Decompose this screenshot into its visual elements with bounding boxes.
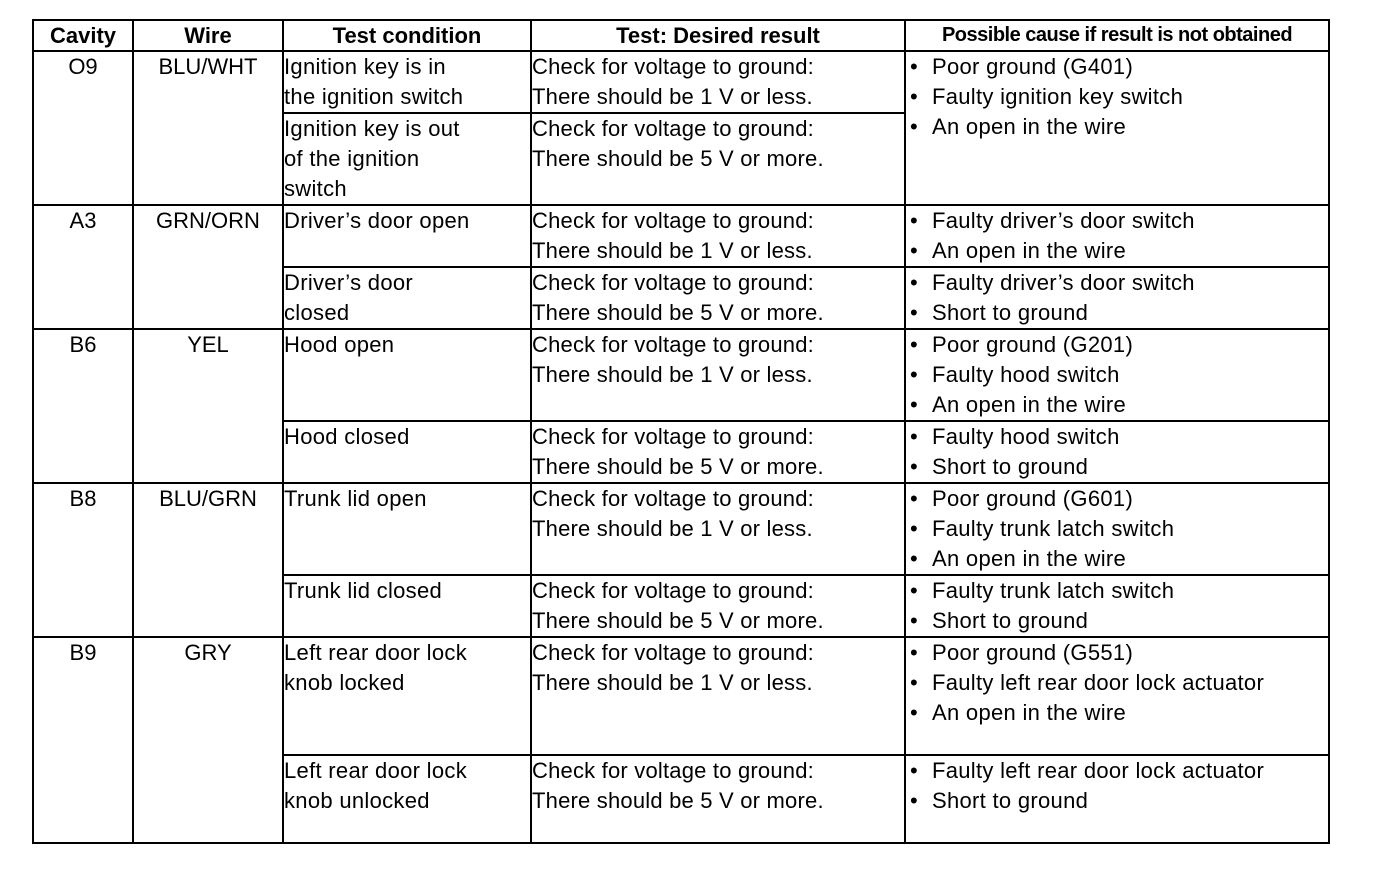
cause-item: • An open in the wire bbox=[906, 112, 1328, 142]
cause-item: • An open in the wire bbox=[906, 236, 1328, 266]
cause-cell bbox=[905, 637, 1329, 755]
condition-cell bbox=[283, 329, 531, 421]
cause-item: • Faulty driver’s door switch bbox=[906, 206, 1328, 236]
header-wire: Wire bbox=[133, 20, 283, 51]
condition-cell bbox=[283, 421, 531, 483]
table-row bbox=[33, 205, 1329, 267]
text-line: knob locked bbox=[284, 670, 405, 695]
text-line: There should be 5 V or more. bbox=[532, 146, 824, 171]
result-cell bbox=[531, 483, 905, 575]
result-cell bbox=[531, 205, 905, 267]
text-line: Check for voltage to ground: bbox=[532, 486, 814, 511]
text-line: Check for voltage to ground: bbox=[532, 424, 814, 449]
cause-item: • Short to ground bbox=[906, 606, 1328, 636]
troubleshooting-table bbox=[32, 19, 1330, 844]
condition-cell bbox=[283, 637, 531, 755]
condition-cell bbox=[283, 51, 531, 113]
cause-item: • Faulty ignition key switch bbox=[906, 82, 1328, 112]
text-line: the ignition switch bbox=[284, 84, 464, 109]
cavity-cell: A3 bbox=[33, 205, 133, 329]
text-line: There should be 1 V or less. bbox=[532, 238, 813, 263]
text-line: Driver’s door open bbox=[284, 208, 470, 233]
table-row bbox=[33, 51, 1329, 113]
text-line: knob unlocked bbox=[284, 788, 430, 813]
condition-cell bbox=[283, 483, 531, 575]
cause-item: • Poor ground (G401) bbox=[906, 52, 1328, 82]
cause-cell bbox=[905, 755, 1329, 843]
cause-cell bbox=[905, 329, 1329, 421]
result-cell bbox=[531, 421, 905, 483]
result-cell bbox=[531, 637, 905, 755]
text-line: closed bbox=[284, 300, 350, 325]
wire-cell: GRY bbox=[133, 637, 283, 843]
text-line: Check for voltage to ground: bbox=[532, 54, 814, 79]
cause-cell bbox=[905, 421, 1329, 483]
condition-cell bbox=[283, 205, 531, 267]
cavity-cell: B8 bbox=[33, 483, 133, 637]
text-line: Check for voltage to ground: bbox=[532, 116, 814, 141]
text-line: Hood open bbox=[284, 332, 395, 357]
cause-item: • Poor ground (G201) bbox=[906, 330, 1328, 360]
text-line: There should be 1 V or less. bbox=[532, 84, 813, 109]
result-cell bbox=[531, 267, 905, 329]
cause-item: • Short to ground bbox=[906, 786, 1328, 816]
header-row bbox=[33, 20, 1329, 51]
condition-cell bbox=[283, 267, 531, 329]
cause-item: • Short to ground bbox=[906, 452, 1328, 482]
cavity-cell: O9 bbox=[33, 51, 133, 205]
cause-item: • Poor ground (G601) bbox=[906, 484, 1328, 514]
text-line: There should be 5 V or more. bbox=[532, 608, 824, 633]
text-line: of the ignition bbox=[284, 146, 420, 171]
text-line: Check for voltage to ground: bbox=[532, 270, 814, 295]
text-line: Check for voltage to ground: bbox=[532, 332, 814, 357]
cause-item: • Faulty driver’s door switch bbox=[906, 268, 1328, 298]
table-row bbox=[33, 329, 1329, 421]
condition-cell bbox=[283, 113, 531, 205]
text-line: Check for voltage to ground: bbox=[532, 640, 814, 665]
result-cell bbox=[531, 329, 905, 421]
cause-cell bbox=[905, 205, 1329, 267]
cause-item: • Short to ground bbox=[906, 298, 1328, 328]
text-line: Left rear door lock bbox=[284, 758, 468, 783]
text-line: There should be 5 V or more. bbox=[532, 300, 824, 325]
cause-cell bbox=[905, 483, 1329, 575]
text-line: Left rear door lock bbox=[284, 640, 468, 665]
cause-item: • Faulty hood switch bbox=[906, 360, 1328, 390]
result-cell bbox=[531, 51, 905, 113]
text-line: Trunk lid closed bbox=[284, 578, 443, 603]
text-line: Check for voltage to ground: bbox=[532, 208, 814, 233]
text-line: Driver’s door bbox=[284, 270, 414, 295]
cause-item: • Faulty left rear door lock actuator bbox=[906, 668, 1328, 698]
cause-cell bbox=[905, 575, 1329, 637]
cause-cell bbox=[905, 267, 1329, 329]
text-line: There should be 5 V or more. bbox=[532, 788, 824, 813]
text-line: switch bbox=[284, 176, 347, 201]
wire-cell: BLU/GRN bbox=[133, 483, 283, 637]
text-line: Check for voltage to ground: bbox=[532, 758, 814, 783]
text-line: There should be 1 V or less. bbox=[532, 670, 813, 695]
wire-cell: GRN/ORN bbox=[133, 205, 283, 329]
text-line: Ignition key is in bbox=[284, 54, 446, 79]
wire-cell: BLU/WHT bbox=[133, 51, 283, 205]
header-test-condition: Test condition bbox=[283, 20, 531, 51]
text-line: Check for voltage to ground: bbox=[532, 578, 814, 603]
cause-item: • An open in the wire bbox=[906, 390, 1328, 420]
text-line: There should be 1 V or less. bbox=[532, 516, 813, 541]
header-desired-result: Test: Desired result bbox=[531, 20, 905, 51]
result-cell bbox=[531, 113, 905, 205]
result-cell bbox=[531, 575, 905, 637]
cause-item: • Faulty left rear door lock actuator bbox=[906, 756, 1328, 786]
cavity-cell: B6 bbox=[33, 329, 133, 483]
cause-item: • Faulty hood switch bbox=[906, 422, 1328, 452]
text-line: Trunk lid open bbox=[284, 486, 427, 511]
condition-cell bbox=[283, 755, 531, 843]
cause-cell bbox=[905, 51, 1329, 205]
cause-item: • An open in the wire bbox=[906, 698, 1328, 728]
cause-item: • An open in the wire bbox=[906, 544, 1328, 574]
text-line: Ignition key is out bbox=[284, 116, 460, 141]
header-possible-cause: Possible cause if result is not obtained bbox=[905, 20, 1329, 51]
table-row bbox=[33, 637, 1329, 755]
cavity-cell: B9 bbox=[33, 637, 133, 843]
text-line: Hood closed bbox=[284, 424, 410, 449]
condition-cell bbox=[283, 575, 531, 637]
table-row bbox=[33, 483, 1329, 575]
cause-item: • Faulty trunk latch switch bbox=[906, 514, 1328, 544]
header-cavity: Cavity bbox=[33, 20, 133, 51]
cause-item: • Faulty trunk latch switch bbox=[906, 576, 1328, 606]
result-cell bbox=[531, 755, 905, 843]
cause-item: • Poor ground (G551) bbox=[906, 638, 1328, 668]
text-line: There should be 1 V or less. bbox=[532, 362, 813, 387]
wire-cell: YEL bbox=[133, 329, 283, 483]
text-line: There should be 5 V or more. bbox=[532, 454, 824, 479]
